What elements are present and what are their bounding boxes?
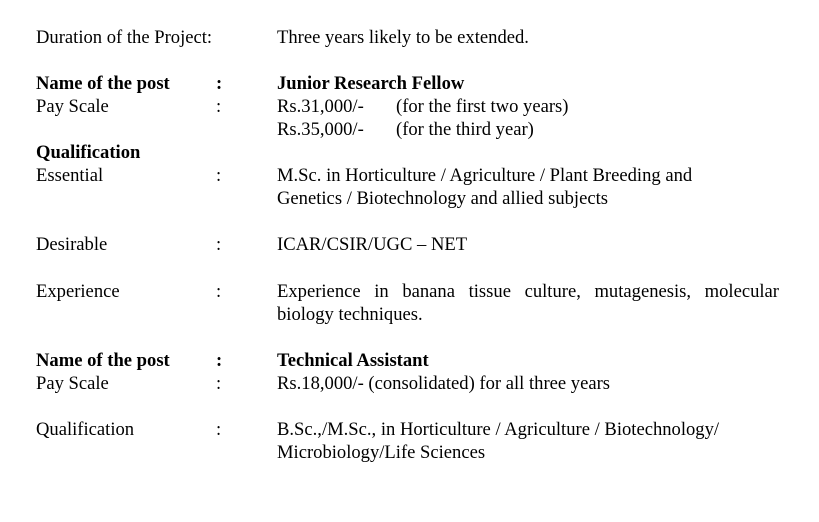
jrf-post-label: Name of the post bbox=[36, 73, 170, 94]
jrf-experience-line-1: Experience in banana tissue culture, mutagenesis, molecular bbox=[277, 281, 779, 302]
jrf-qualification-heading: Qualification bbox=[36, 142, 141, 163]
jrf-essential-label: Essential bbox=[36, 165, 104, 186]
duration-value: Three years likely to be extended. bbox=[277, 27, 529, 48]
ta-pay-label: Pay Scale bbox=[36, 373, 109, 394]
ta-post-value: Technical Assistant bbox=[277, 350, 429, 371]
jrf-pay-note-1: (for the first two years) bbox=[396, 96, 569, 117]
jrf-desirable-label: Desirable bbox=[36, 234, 108, 255]
ta-post-label: Name of the post bbox=[36, 350, 170, 371]
jrf-pay-amount-2: Rs.35,000/- bbox=[277, 119, 364, 140]
jrf-pay-amount-1: Rs.31,000/- bbox=[277, 96, 364, 117]
jrf-essential-line-1: M.Sc. in Horticulture / Agriculture / Plant Breeding and bbox=[277, 165, 693, 186]
ta-qualification-colon: : bbox=[216, 419, 222, 440]
jrf-post-value: Junior Research Fellow bbox=[277, 73, 465, 94]
duration-label: Duration of the Project: bbox=[36, 27, 213, 48]
jrf-essential-line-2: Genetics / Biotechnology and allied subjects bbox=[277, 188, 608, 209]
jrf-pay-colon: : bbox=[216, 96, 222, 117]
jrf-post-colon: : bbox=[216, 73, 223, 94]
jrf-essential-colon: : bbox=[216, 165, 222, 186]
ta-pay-colon: : bbox=[216, 373, 222, 394]
jrf-desirable-colon: : bbox=[216, 234, 222, 255]
jrf-pay-note-2: (for the third year) bbox=[396, 119, 534, 140]
ta-pay-value: Rs.18,000/- (consolidated) for all three years bbox=[277, 373, 611, 394]
jrf-experience-line-2: biology techniques. bbox=[277, 304, 423, 325]
ta-post-colon: : bbox=[216, 350, 223, 371]
jrf-desirable-value: ICAR/CSIR/UGC – NET bbox=[277, 234, 468, 255]
jrf-experience-colon: : bbox=[216, 281, 222, 302]
jrf-experience-label: Experience bbox=[36, 281, 120, 302]
ta-qualification-line-1: B.Sc.,/M.Sc., in Horticulture / Agriculture / Biotechnology/ bbox=[277, 419, 720, 440]
jrf-pay-label: Pay Scale bbox=[36, 96, 109, 117]
ta-qualification-label: Qualification bbox=[36, 419, 135, 440]
ta-qualification-line-2: Microbiology/Life Sciences bbox=[277, 442, 486, 463]
